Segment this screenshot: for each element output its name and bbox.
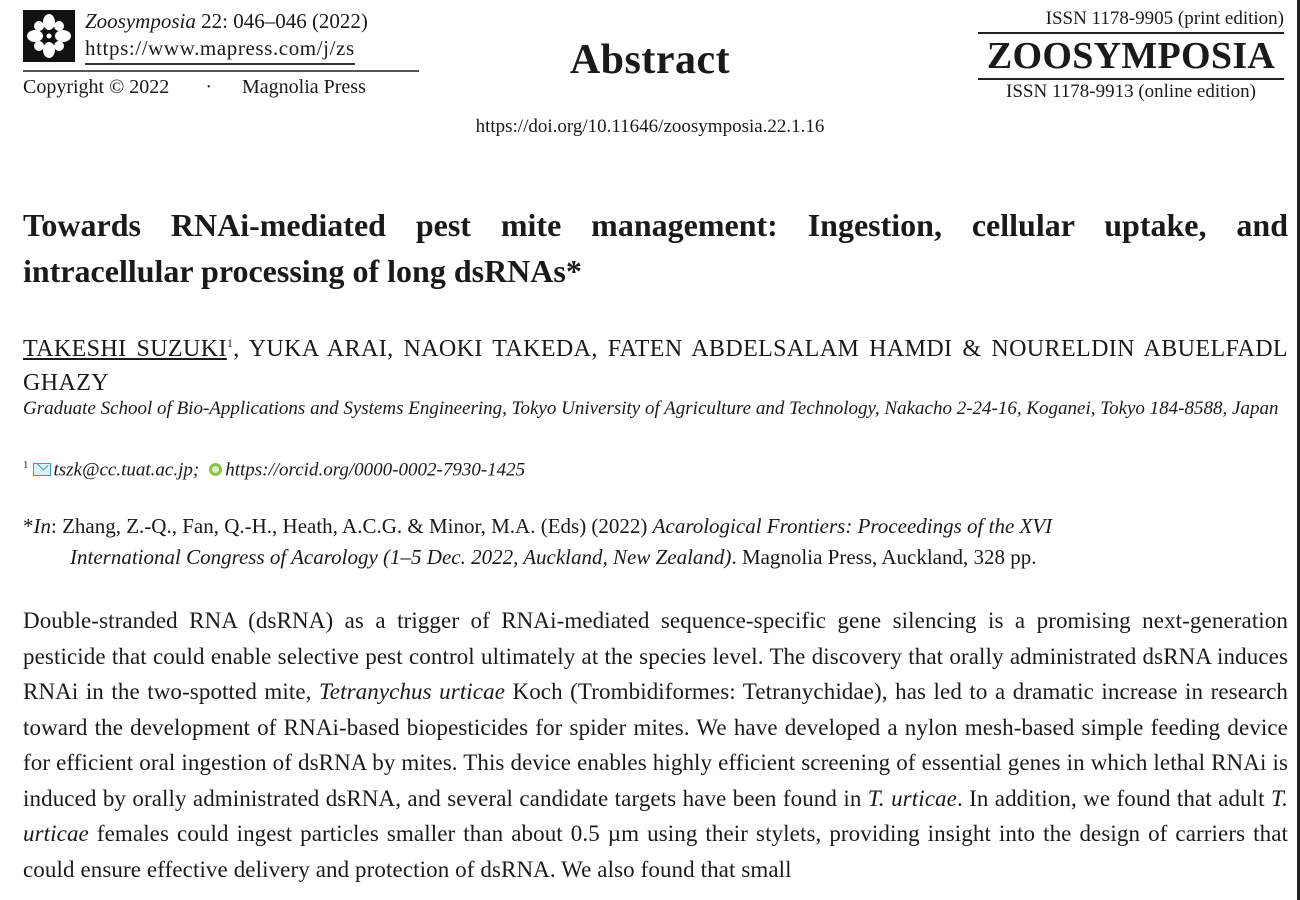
species-abbr: T. urticae [23,785,1288,846]
editors: : Zhang, Z.-Q., Fan, Q.-H., Heath, A.C.G. & Minor, M.A. (Eds) (2022) [51,514,653,538]
paper-title: Towards RNAi-mediated pest mite management: Ingestion, cellular uptake, and intracellular processing of long dsRNAs* [23,207,1288,289]
species-name: Tetranychus urticae [319,679,506,704]
footnote-marker: * [23,514,34,538]
species-abbr: T. urticae [867,785,957,811]
abstract-body [23,603,1288,887]
issn-block [978,6,1284,104]
journal-name: Zoosymposia [85,9,196,33]
email-icon [33,463,51,476]
journal-url-link[interactable]: https://www.mapress.com/j/zs [85,35,355,65]
publisher-name: Magnolia Press [241,76,366,98]
section-heading: Abstract [569,37,731,83]
contact-line [23,451,525,484]
copyright-text: Copyright © 2022 [23,76,170,98]
abstract-text-3: . In addition, we found that adult [956,785,1271,811]
separator-dot: · [205,76,212,98]
affiliation: Graduate School of Bio-Applications and Systems Engineering, Tokyo University of Agriculture and Technology, Nakacho 2-24-16, Koganei, Tokyo 184-8588, Japan [23,398,1279,419]
issn-print: ISSN 1178-9905 (print edition) [978,6,1284,34]
orcid-link[interactable]: https://orcid.org/0000-0002-7930-1425 [225,459,526,481]
book-title-part2: International Congress of Acarology (1–5 Dec. 2022, Auckland, New Zealand) [70,545,732,569]
author-list [23,326,1288,400]
doi-link[interactable]: https://doi.org/10.11646/zoosymposia.22.1.16 [475,116,825,137]
proceedings-note [23,511,1288,573]
in-label: In [33,514,51,538]
other-authors: , YUKA ARAI, NAOKI TAKEDA, FATEN ABDELSALAM HAMDI & NOURELDIN ABUELFADL GHAZY [23,336,1288,396]
book-title-part1: Acarological Frontiers: Proceedings of the XVI [652,514,1053,538]
email-link[interactable]: tszk@cc.tuat.ac.jp; [53,459,200,481]
orcid-icon [209,463,222,476]
journal-citation [85,8,368,35]
issn-online: ISSN 1178-9913 (online edition) [1006,81,1256,102]
abstract-text-1: Double-stranded RNA (dsRNA) as a trigger of RNAi-mediated sequence-specific gene silencing is a promising next-generation pesticide that could enable selective pest control ultimately at the species level. The discovery that orally administrated dsRNA induces RNAi in the two-spotted mite, [23,608,1288,704]
author-superscript: 1 [226,336,234,350]
journal-masthead: ZOOSYMPOSIA [978,34,1284,80]
volume-pages: 22: 046–046 (2022) [195,9,368,33]
publisher-info: . Magnolia Press, Auckland, 328 pp. [731,545,1037,569]
contact-superscript: 1 [23,459,29,471]
corresponding-author-link[interactable]: TAKESHI SUZUKI [23,336,227,362]
abstract-text-2: Koch (Trombidiformes: Tetranychidae), has led to a dramatic increase in research toward the development of RNAi-based biopesticides for spider mites. We have developed a nylon mesh-based simple feeding device for efficient oral ingestion of dsRNA by mites. This device enables highly efficient screening of essential genes in which lethal RNAi is induced by orally administrated dsRNA, and several candidate targets have been found in [23,679,1288,811]
abstract-text-4: females could ingest particles smaller than about 0.5 µm using their stylets, providing insight into the design of carriers that could ensure effective delivery and protection of dsRNA. We also found that small [23,821,1288,882]
